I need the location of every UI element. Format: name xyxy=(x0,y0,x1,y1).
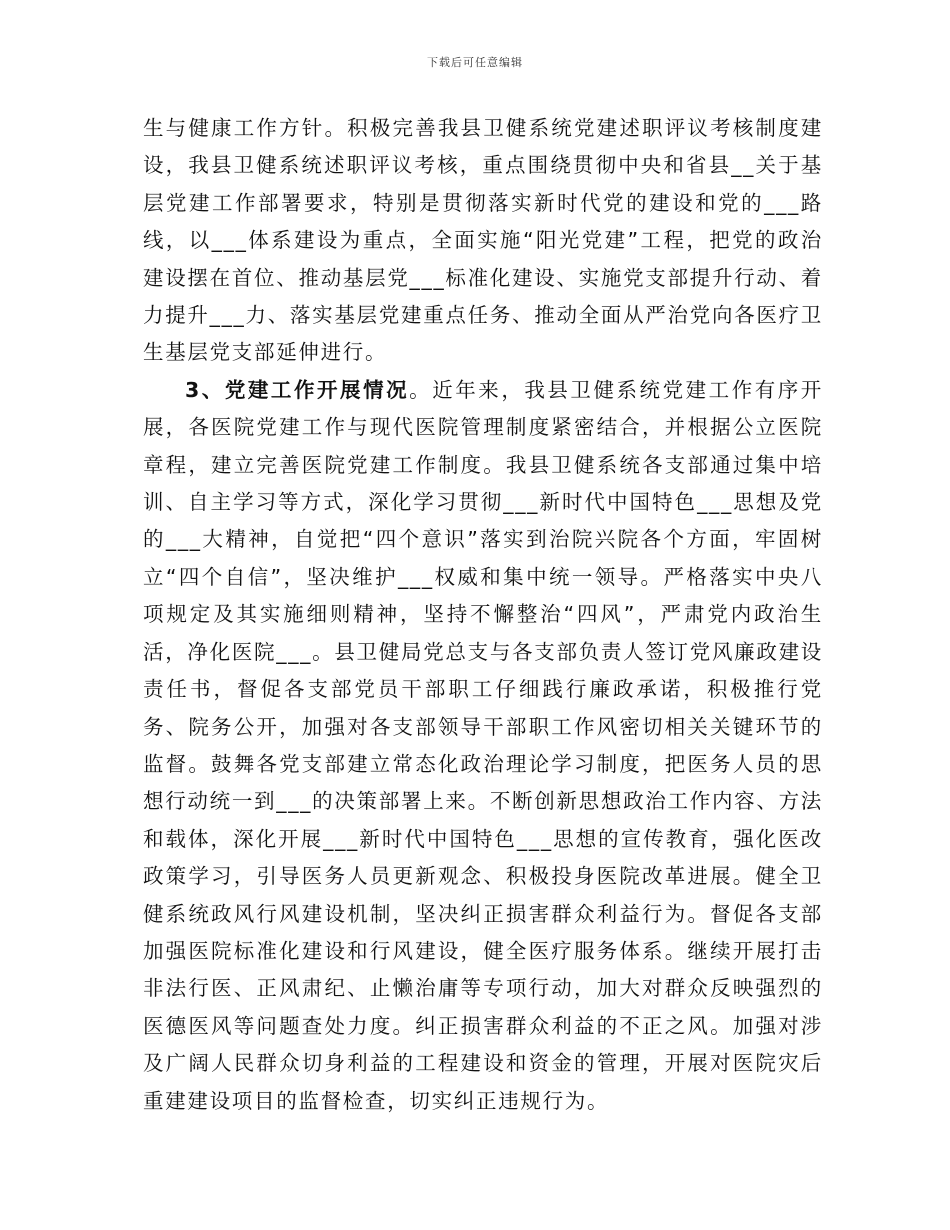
page-header: 下载后可任意编辑 xyxy=(427,56,523,69)
paragraph-section-3 xyxy=(143,372,823,1120)
section-body-text: 近年来，我县卫健系统党建工作有序开展，各医院党建工作与现代医院管理制度紧密结合，并根据公立医院章程，建立完善医院党建工作制度。我县卫健系统各支部通过集中培训、自主学习等方式，深化学习贯彻___新时代中国特色___思想及党的___大精神，自觉把“四个意识”落实到治院兴院各个方面，牢固树立“四个自信”，坚决维护___权威和集中统一领导。严格落实中央八项规定及其实施细则精神，坚持不懈整治“四风”，严肃党内政治生活，净化医院___。县卫健局党总支与各支部负责人签订党风廉政建设责任书，督促各支部党员干部职工仔细践行廉政承诺，积极推行党务、院务公开，加强对各支部领导干部职工作风密切相关关键环节的监督。鼓舞各党支部建立常态化政治理论学习制度，把医务人员的思想行动统一到___的决策部署上来。不断创新思想政治工作内容、方法和载体，深化开展___新时代中国特色___思想的宣传教育，强化医改政策学习，引导医务人员更新观念、积极投身医院改革进展。健全卫健系统政风行风建设机制，坚决纠正损害群众利益行为。督促各支部加强医院标准化建设和行风建设，健全医疗服务体系。继续开展打击非法行医、正风肃纪、止懒治庸等专项行动，加大对群众反映强烈的医德医风等问题查处力度。纠正损害群众利益的不正之风。加强对涉及广阔人民群众切身利益的工程建设和资金的管理，开展对医院灾后重建建设项目的监督检查，切实纠正违规行为。 xyxy=(143,377,824,1113)
section-heading-punct: 。 xyxy=(409,377,433,402)
paragraph-continued: 生与健康工作方针。积极完善我县卫健系统党建述职评议考核制度建设，我县卫健系统述职评议考核，重点围绕贯彻中央和省县__关于基层党建工作部署要求，特别是贯彻落实新时代党的建设和党的___路线，以___体系建设为重点，全面实施“阳光党建”工程，把党的政治建设摆在首位、推动基层党___标准化建设、实施党支部提升行动、着力提升___力、落实基层党建重点任务、推动全面从严治党向各医疗卫生基层党支部延伸进行。 xyxy=(143,116,823,365)
section-heading: 3、党建工作开展情况 xyxy=(185,377,410,402)
document-body xyxy=(143,110,823,1120)
